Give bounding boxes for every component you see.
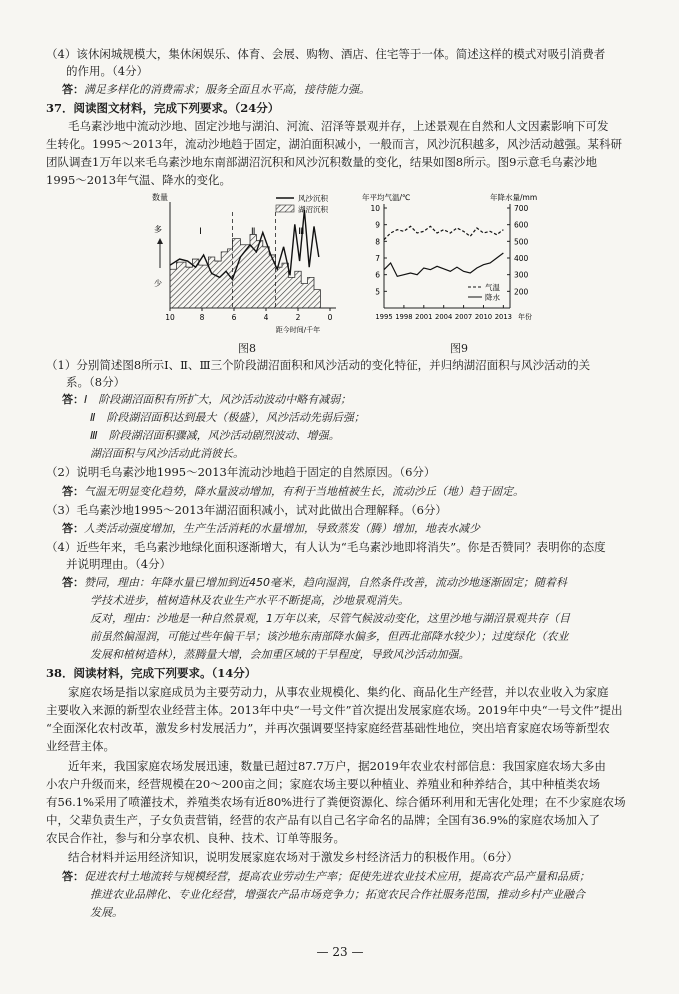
fig8-ylabel: 数量: [152, 193, 168, 202]
answer-37-1: [62, 392, 652, 407]
stage-label: Ⅲ: [298, 227, 305, 237]
material-paragraph: 主要收入来源的新型农业经营主体。2013年中央“一号文件”首次提出发展家庭农场。2019年中央“一号文件”提出: [46, 703, 623, 717]
fig8-x-tick-label: 10: [165, 313, 175, 322]
answer-4: [62, 82, 652, 97]
answer-37-3: [62, 521, 652, 536]
material-paragraph: 小农户升级而来，经营规模在20～200亩之间；家庭农场主要以种植业、养殖业和种养结合，其中种植类农场: [46, 777, 601, 791]
answer-label: 答：: [62, 870, 84, 883]
fig9-x-tick-label: 1998: [395, 313, 413, 321]
fig9-x-tick-label: 2010: [474, 313, 493, 321]
legend-precipitation-label: 降水: [485, 293, 500, 302]
fig9-right-tick-label: 300: [514, 270, 529, 280]
fig9-right-tick-label: 700: [514, 204, 529, 213]
fig9-left-axis-title: 年平均气温/℃: [362, 193, 411, 202]
series-precipitation-line: [384, 253, 503, 276]
answer-label: 答：: [62, 83, 84, 96]
fig8-x-tick-label: 4: [263, 313, 269, 322]
material-paragraph: 中，父辈负责生产，子女负责营销，经营的农产品有以自己名字命名的品牌；全国有36.9%的家庭农场加入了: [46, 813, 601, 827]
fig9-left-tick-label: 9: [375, 220, 380, 230]
page-number: — 23 —: [316, 945, 364, 959]
fig8-x-tick-label: 6: [231, 313, 237, 322]
question-38-prompt: 结合材料并运用经济知识，说明发展家庭农场对于激发乡村经济活力的积极作用。（6分）: [68, 850, 519, 864]
answer-37-1-line: Ⅲ 阶段湖沼面积骤减，风沙活动剧烈波动、增强。: [90, 429, 340, 442]
material-paragraph: 家庭农场是指以家庭成员为主要劳动力，从事农业规模化、集约化、商品化生产经营，并以农业收入为家庭: [68, 685, 609, 699]
fig9-left-tick-label: 10: [370, 204, 380, 213]
material-paragraph: “全面深化农村改革，激发乡村发展活力”，并再次强调要坚持家庭经营基础性地位，突出培育家庭农场等新型农: [46, 721, 610, 735]
answer-37-1-line: Ⅱ 阶段湖沼面积达到最大（极盛），风沙活动先弱后强；: [90, 411, 365, 424]
answer-text: 气温无明显变化趋势，降水量波动增加，有利于当地植被生长，流动沙丘（地）趋于固定。: [84, 485, 524, 498]
material-paragraph: 生转化。1995～2013年，流动沙地趋于固定，湖泊面积减小，一般而言，风沙沉积越多，风沙活动越强。某科研: [46, 137, 623, 151]
material-paragraph: 有56.1%采用了喷灌技术，养殖类农场有近80%进行了粪便资源化、综合循环利用和无害化处理；在不少家庭农场: [46, 795, 626, 809]
figure-9-caption: 图9: [450, 342, 468, 355]
question-38-heading: 38．阅读材料，完成下列要求。（14分）: [46, 666, 257, 680]
material-paragraph: 1995～2013年气温、降水的变化。: [46, 173, 232, 187]
fig9-right-axis-title: 年降水量/mm: [490, 193, 538, 202]
fig8-plot-area: [152, 192, 336, 334]
answer-label: 答：: [62, 485, 84, 498]
answer-text: 赞同，理由：年降水量已增加到近450毫米，趋向湿润，自然条件改善，流动沙地逐渐固定；随着科: [84, 576, 567, 589]
question-37-1-score: 系。（8分）: [66, 375, 126, 389]
figure-8-caption: 图8: [238, 342, 256, 355]
answer-text: 促进农村土地流转与规模经营，提高农业劳动生产率；促使先进农业技术应用，提高农产品产量和品质；: [84, 870, 590, 883]
legend-aeolian-label: 风沙沉积: [298, 194, 328, 203]
fig8-x-tick-label: 8: [199, 313, 205, 322]
stage-label: Ⅰ: [199, 227, 202, 237]
answer-37-4-line: 反对，理由：沙地是一种自然景观，1万年以来，尽管气候波动变化，这里沙地与湖沼景观共存（目: [90, 612, 570, 625]
fig9-plot-area: [362, 192, 537, 321]
question-37-4: （4）近些年来，毛乌素沙地绿化面积逐渐增大，有人认为“毛乌素沙地即将消失”。你是否赞同？表明你的态度: [46, 540, 606, 554]
material-paragraph: 毛乌素沙地中流动沙地、固定沙地与湖泊、河流、沼泽等景观并存，上述景观在自然和人文因素影响下可发: [68, 119, 609, 133]
answer-37-2: [62, 484, 652, 499]
question-4-text: （4）该休闲城规模大，集休闲娱乐、体育、会展、购物、酒店、住宅等于一体。简述这样的模式对吸引消费者: [46, 47, 606, 61]
answer-38-line: 发展。: [90, 906, 123, 919]
figure-9-chart: [360, 190, 560, 340]
answer-37-4: [62, 575, 652, 590]
fig9-xlabel: 年份: [518, 313, 532, 321]
fig9-left-tick-label: 5: [375, 287, 380, 297]
answer-label: 答：: [62, 576, 84, 589]
answer-text: 满足多样化的消费需求；服务全面且水平高，接待能力强。: [84, 83, 370, 96]
fig9-x-tick-label: 2001: [415, 313, 433, 321]
fig8-y-arrow-head: [157, 238, 163, 244]
question-37-2: （2）说明毛乌素沙地1995～2013年流动沙地趋于固定的自然原因。（6分）: [46, 465, 436, 479]
answer-text: Ⅰ 阶段湖沼面积有所扩大，风沙活动波动中略有减弱；: [84, 393, 352, 406]
series-temperature-line: [384, 226, 503, 239]
answer-text: 人类活动强度增加，生产生活消耗的水量增加，导致蒸发（腾）增加，地表水减少: [84, 522, 480, 535]
fig9-right-tick-label: 500: [514, 237, 529, 247]
question-37-4-score: 并说明理由。（4分）: [66, 557, 172, 571]
fig9-left-tick-label: 7: [375, 254, 380, 263]
fig9-x-tick-label: 1995: [375, 313, 393, 321]
fig8-x-tick-label: 2: [295, 313, 301, 322]
material-paragraph: 团队调查1万年以来毛乌素沙地东南部湖沼沉积和风沙沉积数量的变化，结果如图8所示。图9示意毛乌素沙地: [46, 155, 597, 169]
question-4-score: 的作用。（4分）: [66, 64, 149, 78]
fig8-y-top-label: 多: [154, 225, 162, 234]
material-paragraph: 业经营主体。: [46, 739, 115, 753]
stage-label: Ⅱ: [250, 227, 256, 237]
question-37-1: （1）分别简述图8所示Ⅰ、Ⅱ、Ⅲ三个阶段湖沼面积和风沙活动的变化特征，并归纳湖沼面积与风沙活动的关: [46, 358, 591, 372]
material-paragraph: 农民合作社，参与和分享农机、良种、技术、订单等服务。: [46, 831, 345, 845]
figure-8-chart: [148, 190, 368, 340]
answer-38: [62, 869, 652, 884]
legend-lake-swatch: [276, 205, 294, 212]
answer-label: 答：: [62, 522, 84, 535]
answer-label: 答：: [62, 393, 84, 406]
fig8-x-tick-label: 0: [327, 313, 333, 322]
fig9-right-tick-label: 400: [514, 254, 529, 263]
fig9-x-tick-label: 2013: [494, 313, 513, 321]
fig9-right-tick-label: 600: [514, 220, 529, 230]
question-37-3: （3）毛乌素沙地1995～2013年湖沼面积减小，试对此做出合理解释。（6分）: [46, 503, 447, 517]
material-paragraph: 近年来，我国家庭农场发展迅速，数量已超过87.7万户，据2019年农业农村部信息：我国家庭农场大多由: [68, 759, 606, 773]
answer-37-4-line: 学技术进步，植树造林及农业生产水平不断提高，沙地景观消失。: [90, 594, 409, 607]
fig8-xlabel: 距今时间/千年: [275, 326, 321, 334]
answer-38-line: 推进农业品牌化、专业化经营，增强农产品市场竞争力；拓宽农民合作社服务范围，推动乡村产业融合: [90, 888, 585, 901]
fig8-y-bottom-label: 少: [154, 279, 162, 288]
fig9-right-tick-label: 200: [514, 287, 529, 297]
legend-lake-label: 湖沼沉积: [298, 205, 328, 214]
question-37-heading: 37．阅读图文材料，完成下列要求。（24分）: [46, 101, 280, 115]
answer-37-1-line: 湖沼面积与风沙活动此消彼长。: [90, 447, 244, 460]
answer-37-4-line: 发展和植树造林），蒸腾量大增，会加重区域的干旱程度，导致风沙活动加强。: [90, 648, 470, 661]
fig9-x-tick-label: 2004: [435, 313, 453, 321]
fig9-x-tick-label: 2007: [454, 313, 473, 321]
legend-temperature-label: 气温: [485, 283, 500, 292]
fig9-left-tick-label: 8: [375, 237, 380, 247]
answer-37-4-line: 前虽然偏湿润，可能过些年偏干旱；该沙地东南部降水偏多，但西北部降水较少）；过度绿化（农业: [90, 630, 569, 643]
fig9-left-tick-label: 6: [375, 270, 380, 280]
